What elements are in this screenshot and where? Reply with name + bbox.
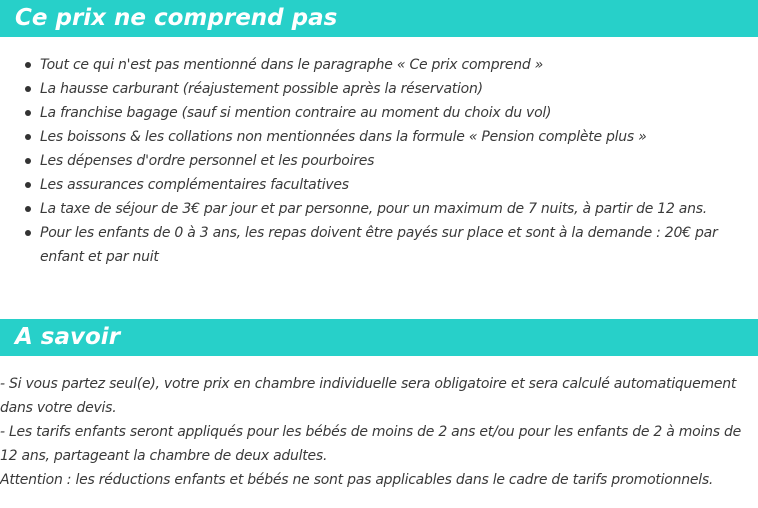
list-item: La hausse carburant (réajustement possible après la réservation) <box>0 77 745 101</box>
not-included-list <box>0 53 745 269</box>
list-item: La taxe de séjour de 3€ par jour et par personne, pour un maximum de 7 nuits, à partir de 12 ans. <box>0 197 745 221</box>
a-savoir-text <box>0 372 754 492</box>
list-item: La franchise bagage (sauf si mention contraire au moment du choix du vol) <box>0 101 745 125</box>
list-item: Les dépenses d'ordre personnel et les pourboires <box>0 149 745 173</box>
section-title-a-savoir: A savoir <box>0 319 758 356</box>
section-title-not-included: Ce prix ne comprend pas <box>0 0 758 37</box>
list-item: Pour les enfants de 0 à 3 ans, les repas doivent être payés sur place et sont à la demande : 20€ par enfant et par nuit <box>0 221 745 269</box>
paragraph: Attention : les réductions enfants et bébés ne sont pas applicables dans le cadre de tarifs promotionnels. <box>0 472 714 488</box>
list-item: Tout ce qui n'est pas mentionné dans le paragraphe « Ce prix comprend » <box>0 53 745 77</box>
paragraph: - Si vous partez seul(e), votre prix en chambre individuelle sera obligatoire et sera calculé automatiquement dans votre devis. <box>0 376 737 416</box>
list-item: Les assurances complémentaires facultatives <box>0 173 745 197</box>
paragraph: - Les tarifs enfants seront appliqués pour les bébés de moins de 2 ans et/ou pour les enfants de 2 à moins de 12 ans, partageant la chambre de deux adultes. <box>0 424 742 464</box>
list-item: Les boissons & les collations non mentionnées dans la formule « Pension complète plus » <box>0 125 745 149</box>
